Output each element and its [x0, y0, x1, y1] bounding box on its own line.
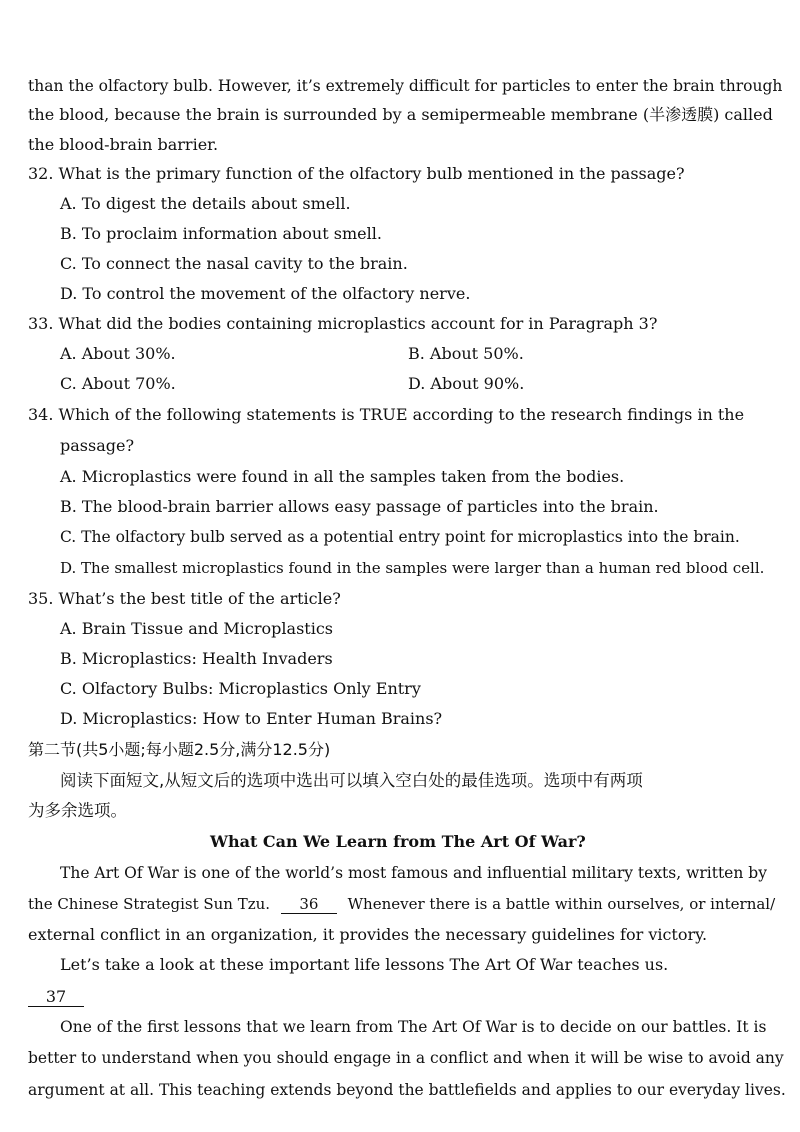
passage-line: the blood-brain barrier. — [28, 135, 219, 154]
question-34-option-b: B. The blood-brain barrier allows easy passage of particles into the brain. — [60, 497, 659, 516]
question-33-option-d: D. About 90%. — [408, 374, 525, 393]
question-35-option-b: B. Microplastics: Health Invaders — [60, 649, 333, 668]
section-heading: 第二节(共5小题;每小题2.5分,满分12.5分) — [28, 740, 331, 759]
article-p3-line: argument at all. This teaching extends beyond the battlefields and applies to our everyday lives. — [28, 1081, 786, 1099]
question-32-option-b: B. To proclaim information about smell. — [60, 224, 382, 243]
section-instruction-cont: 为多余选项。 — [28, 801, 127, 820]
article-p1-text: Whenever there is a battle within ourselves, or internal/ — [347, 895, 776, 913]
question-33-stem: 33. What did the bodies containing microplastics account for in Paragraph 3? — [28, 314, 658, 333]
question-32-option-c: C. To connect the nasal cavity to the brain. — [60, 254, 408, 273]
passage-line: the blood, because the brain is surrounded by a semipermeable membrane (半渗透膜) called — [28, 105, 773, 124]
question-32-option-d: D. To control the movement of the olfactory nerve. — [60, 284, 471, 303]
question-34-option-a: A. Microplastics were found in all the samples taken from the bodies. — [60, 467, 625, 486]
question-32-option-a: A. To digest the details about smell. — [60, 194, 351, 213]
article-p1-line: external conflict in an organization, it provides the necessary guidelines for victory. — [28, 925, 708, 944]
blank-37-line — [28, 987, 84, 1007]
question-34-stem: 34. Which of the following statements is TRUE according to the research findings in the — [28, 405, 745, 424]
article-p1-line — [28, 894, 775, 914]
question-35-option-c: C. Olfactory Bulbs: Microplastics Only Entry — [60, 679, 421, 698]
question-34-stem-cont: passage? — [60, 436, 135, 455]
question-35-stem: 35. What’s the best title of the article? — [28, 589, 341, 608]
question-35-option-d: D. Microplastics: How to Enter Human Brains? — [60, 709, 443, 728]
article-p3-line: One of the first lessons that we learn from The Art Of War is to decide on our battles. It is — [60, 1018, 767, 1036]
question-33-option-b: B. About 50%. — [408, 344, 524, 363]
question-35-option-a: A. Brain Tissue and Microplastics — [60, 619, 333, 638]
question-34-option-c: C. The olfactory bulb served as a potential entry point for microplastics into the brain. — [60, 528, 740, 546]
article-p1-line: The Art Of War is one of the world’s most famous and influential military texts, written by — [60, 864, 767, 882]
article-p3-line: better to understand when you should engage in a conflict and when it will be wise to avoid any — [28, 1049, 784, 1067]
article-title: What Can We Learn from The Art Of War? — [210, 832, 586, 851]
blank-37[interactable]: 37 — [28, 988, 84, 1007]
section-instruction: 阅读下面短文,从短文后的选项中选出可以填入空白处的最佳选项。选项中有两项 — [60, 771, 643, 790]
question-33-option-a: A. About 30%. — [60, 344, 176, 363]
question-32-stem: 32. What is the primary function of the olfactory bulb mentioned in the passage? — [28, 164, 685, 183]
passage-line: than the olfactory bulb. However, it’s extremely difficult for particles to enter the brain through — [28, 77, 783, 95]
question-33-option-c: C. About 70%. — [60, 374, 176, 393]
blank-36[interactable]: 36 — [281, 895, 337, 914]
question-34-option-d: D. The smallest microplastics found in the samples were larger than a human red blood cell. — [60, 559, 765, 577]
article-p2: Let’s take a look at these important life lessons The Art Of War teaches us. — [60, 955, 669, 974]
article-p1-text: the Chinese Strategist Sun Tzu. — [28, 895, 271, 913]
